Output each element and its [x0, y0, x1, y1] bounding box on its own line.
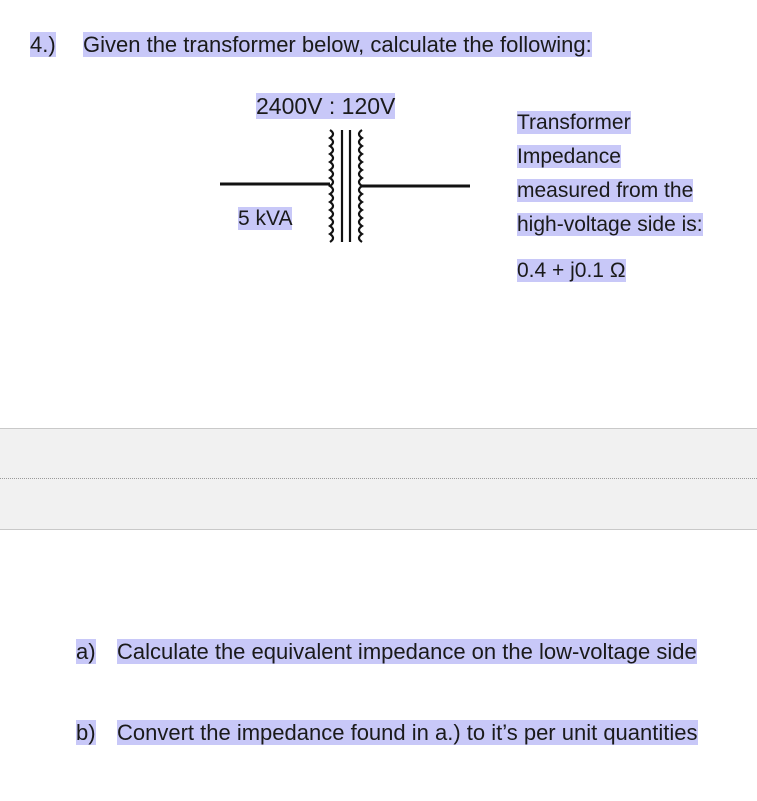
primary-winding [330, 130, 333, 242]
part-a [76, 636, 716, 702]
voltage-ratio: 2400V : 120V [256, 93, 396, 119]
question-number: 4.) [30, 32, 56, 57]
page-break-divider [0, 478, 757, 479]
impedance-note-line: Impedance [517, 145, 621, 168]
impedance-value: 0.4 + j0.1 Ω [517, 259, 626, 282]
impedance-note-line: high-voltage side is: [517, 213, 703, 236]
impedance-note-line: Transformer [517, 111, 631, 134]
page-break [0, 428, 757, 530]
part-a-text: Calculate the equivalent impedance on the low-voltage side [117, 639, 697, 664]
part-b-text: Convert the impedance found in a.) to it’s per unit quantities [117, 720, 698, 745]
part-b-label: b) [76, 720, 96, 745]
part-b [76, 717, 716, 783]
power-rating: 5 kVA [238, 207, 293, 230]
question-prompt: Given the transformer below, calculate the following: [83, 32, 592, 57]
part-a-label: a) [76, 639, 96, 664]
impedance-note-line: measured from the [517, 179, 694, 202]
secondary-winding [359, 130, 362, 242]
